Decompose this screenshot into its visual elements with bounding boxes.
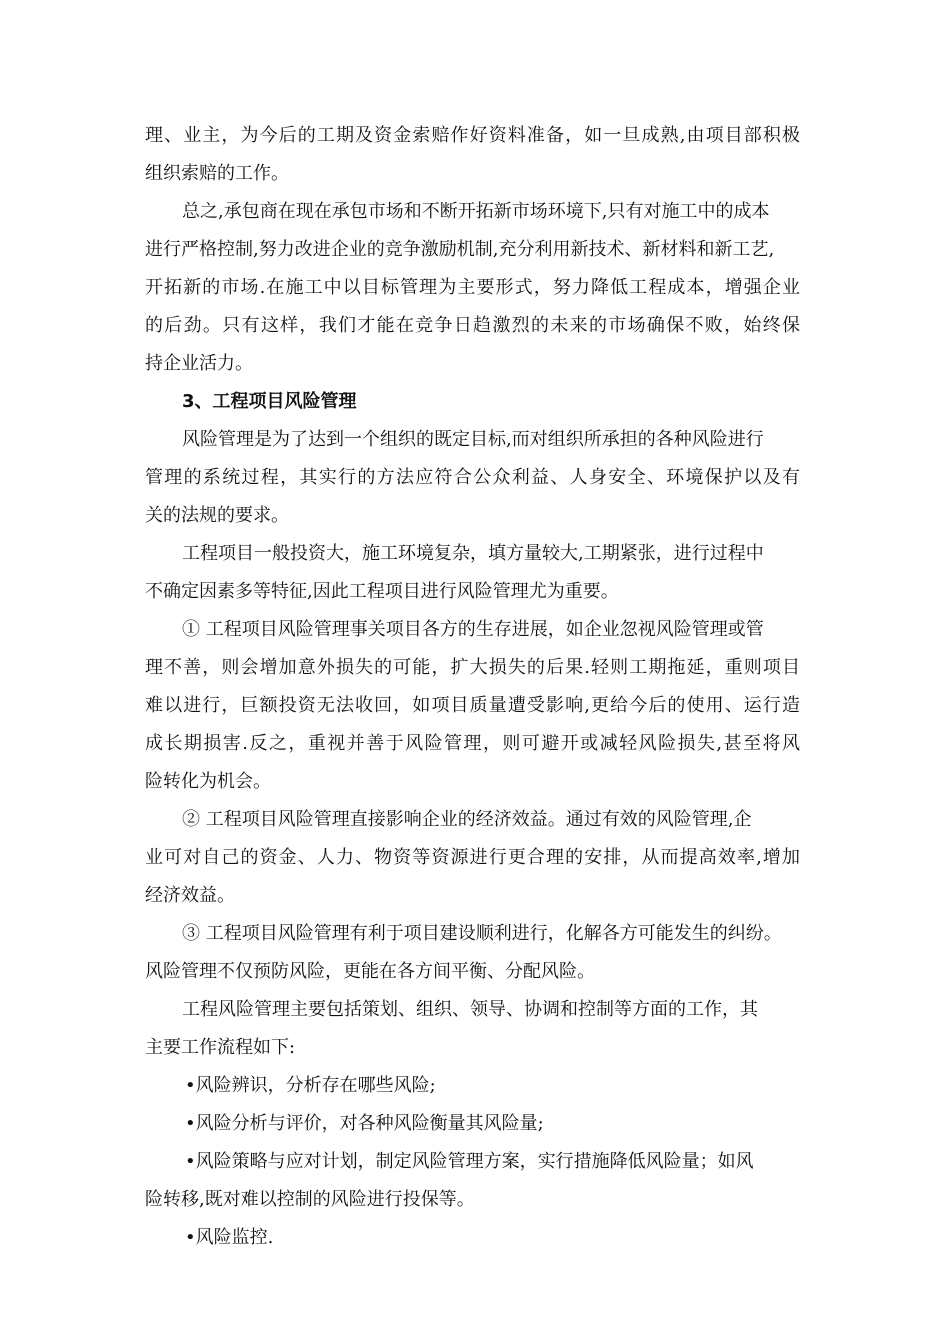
paragraph-line: 总之,承包商在现在承包市场和不断开拓新市场环境下,只有对施工中的成本	[182, 201, 770, 222]
paragraph-line: 险转化为机会。	[145, 771, 271, 792]
paragraph-line: 工程项目一般投资大，施工环境复杂，填方量较大,工期紧张，进行过程中	[182, 543, 764, 564]
paragraph-line: 工程风险管理主要包括策划、组织、领导、协调和控制等方面的工作，其	[182, 999, 758, 1020]
document-body	[145, 117, 825, 1257]
paragraph-line: 的后劲。只有这样，我们才能在竞争日趋激烈的未来的市场确保不败，始终保	[145, 315, 800, 336]
paragraph-line: 关的法规的要求。	[145, 505, 289, 526]
paragraph-line: 理不善，则会增加意外损失的可能，扩大损失的后果.轻则工期拖延，重则项目	[145, 657, 800, 678]
paragraph-line: 持企业活力。	[145, 353, 253, 374]
paragraph-line: 险转移,既对难以控制的风险进行投保等。	[145, 1189, 475, 1210]
bullet-item: •风险监控.	[185, 1227, 274, 1248]
paragraph-line: 风险管理是为了达到一个组织的既定目标,而对组织所承担的各种风险进行	[182, 429, 764, 450]
paragraph-line: 组织索赔的工作。	[145, 163, 289, 184]
bullet-item: •风险分析与评价，对各种风险衡量其风险量;	[185, 1113, 544, 1134]
paragraph-line: ② 工程项目风险管理直接影响企业的经济效益。通过有效的风险管理,企	[182, 809, 752, 830]
paragraph-line: 难以进行，巨额投资无法收回，如项目质量遭受影响,更给今后的使用、运行造	[145, 695, 800, 716]
paragraph-line: 不确定因素多等特征,因此工程项目进行风险管理尤为重要。	[145, 581, 619, 602]
paragraph-line: 进行严格控制,努力改进企业的竞争激励机制,充分利用新技术、新材料和新工艺,	[145, 239, 775, 260]
bullet-item: •风险策略与应对计划，制定风险管理方案，实行措施降低风险量；如风	[185, 1151, 754, 1172]
paragraph-line: ③ 工程项目风险管理有利于项目建设顺利进行，化解各方可能发生的纠纷。	[182, 923, 782, 944]
paragraph-line: 管理的系统过程，其实行的方法应符合公众利益、人身安全、环境保护以及有	[145, 467, 800, 488]
bullet-item: •风险辨识，分析存在哪些风险;	[185, 1075, 436, 1096]
paragraph-line: ① 工程项目风险管理事关项目各方的生存进展，如企业忽视风险管理或管	[182, 619, 764, 640]
paragraph-line: 主要工作流程如下:	[145, 1037, 296, 1058]
paragraph-line: 成长期损害.反之，重视并善于风险管理，则可避开或减轻风险损失,甚至将风	[145, 733, 800, 754]
section-heading: 3、工程项目风险管理	[182, 391, 357, 412]
paragraph-line: 理、业主，为今后的工期及资金索赔作好资料准备，如一旦成熟,由项目部积极	[145, 125, 800, 146]
paragraph-line: 风险管理不仅预防风险，更能在各方间平衡、分配风险。	[145, 961, 595, 982]
paragraph-line: 开拓新的市场.在施工中以目标管理为主要形式，努力降低工程成本，增强企业	[145, 277, 800, 298]
paragraph-line: 业可对自己的资金、人力、物资等资源进行更合理的安排，从而提高效率,增加	[145, 847, 800, 868]
paragraph-line: 经济效益。	[145, 885, 235, 906]
